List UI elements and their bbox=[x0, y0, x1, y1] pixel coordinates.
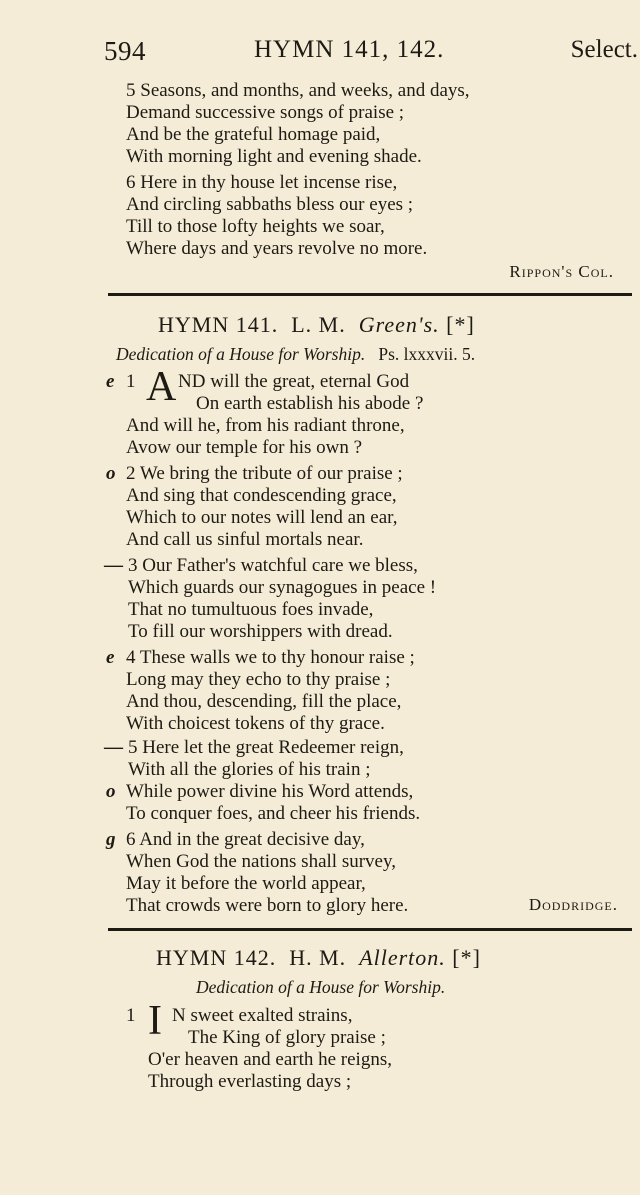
verse-line: Avow our temple for his own ? bbox=[126, 437, 363, 458]
verse-line: 3 Our Father's watchful care we bless, bbox=[128, 555, 418, 576]
drop-cap: A bbox=[146, 364, 177, 410]
verse-line: Long may they echo to thy praise ; bbox=[126, 669, 391, 690]
author-credit: Rippon's Col. bbox=[509, 262, 614, 281]
verse-line: And circling sabbaths bless our eyes ; bbox=[126, 194, 414, 215]
dynamic-mark: — bbox=[104, 737, 123, 758]
verse-line: 2 We bring the tribute of our praise ; bbox=[126, 463, 403, 484]
verse-line: To fill our worshippers with dread. bbox=[128, 621, 393, 642]
hymn-flag: [*] bbox=[446, 312, 475, 337]
verse-line: 5 Here let the great Redeemer reign, bbox=[128, 737, 404, 758]
hymn-title bbox=[156, 945, 481, 971]
verse-line: 6 Here in thy house let incense rise, bbox=[126, 172, 398, 193]
verse-line: And call us sinful mortals near. bbox=[126, 529, 364, 550]
verse-line: With all the glories of his train ; bbox=[128, 759, 371, 780]
verse-line: And thou, descending, fill the place, bbox=[126, 691, 402, 712]
stanza-number: 1 bbox=[126, 371, 136, 392]
verse-line: That no tumultuous foes invade, bbox=[128, 599, 374, 620]
running-title: HYMN 141, 142. bbox=[254, 36, 445, 63]
page-number: 594 bbox=[104, 36, 146, 66]
section-label: Select. bbox=[570, 36, 638, 63]
hymn-occasion bbox=[116, 344, 475, 365]
verse-line: When God the nations shall survey, bbox=[126, 851, 396, 872]
running-header bbox=[104, 36, 640, 66]
verse-line: N sweet exalted strains, bbox=[172, 1005, 353, 1026]
section-rule bbox=[108, 293, 632, 296]
dynamic-mark: o bbox=[106, 781, 116, 802]
occasion-text: Dedication of a House for Worship. bbox=[116, 344, 366, 364]
verse-line: And will he, from his radiant throne, bbox=[126, 415, 405, 436]
dynamic-mark: — bbox=[104, 555, 123, 576]
hymn-flag: [*] bbox=[452, 945, 481, 970]
hymn-title bbox=[158, 312, 475, 338]
hymn-metre: H. M. bbox=[289, 945, 347, 970]
verse-line: May it before the world appear, bbox=[126, 873, 366, 894]
verse-line: Which to our notes will lend an ear, bbox=[126, 507, 398, 528]
dynamic-mark: o bbox=[106, 463, 116, 484]
hymn-tune: Green's. bbox=[358, 312, 440, 337]
verse-line: Where days and years revolve no more. bbox=[126, 238, 428, 259]
verse-line: Till to those lofty heights we soar, bbox=[126, 216, 385, 237]
verse-line: That crowds were born to glory here. bbox=[126, 895, 409, 916]
hymn-occasion: Dedication of a House for Worship. bbox=[196, 977, 446, 997]
verse-line: 4 These walls we to thy honour raise ; bbox=[126, 647, 415, 668]
scripture-reference: Ps. lxxxvii. 5. bbox=[378, 344, 476, 364]
verse-line: And be the grateful homage paid, bbox=[126, 124, 381, 145]
verse-line: O'er heaven and earth he reigns, bbox=[148, 1049, 392, 1070]
hymn-number: HYMN 141. bbox=[158, 312, 279, 337]
hymn-number: HYMN 142. bbox=[156, 945, 277, 970]
dynamic-mark: e bbox=[106, 647, 115, 668]
drop-cap: I bbox=[148, 998, 162, 1044]
verse-line: And sing that condescending grace, bbox=[126, 485, 397, 506]
verse-line: Demand successive songs of praise ; bbox=[126, 102, 405, 123]
verse-line: 6 And in the great decisive day, bbox=[126, 829, 365, 850]
section-rule bbox=[108, 928, 632, 931]
hymn-tune: Allerton. bbox=[359, 945, 446, 970]
verse-line: Which guards our synagogues in peace ! bbox=[128, 577, 437, 598]
stanza-number: 1 bbox=[126, 1005, 136, 1026]
hymn-metre: L. M. bbox=[291, 312, 346, 337]
verse-line: On earth establish his abode ? bbox=[196, 393, 424, 414]
verse-line: The King of glory praise ; bbox=[188, 1027, 386, 1048]
author-credit: Doddridge. bbox=[528, 895, 618, 914]
verse-line: Through everlasting days ; bbox=[148, 1071, 352, 1092]
verse-line: ND will the great, eternal God bbox=[178, 371, 410, 392]
dynamic-mark: e bbox=[106, 371, 115, 392]
verse-line: With morning light and evening shade. bbox=[126, 146, 422, 167]
verse-line: With choicest tokens of thy grace. bbox=[126, 713, 385, 734]
verse-line: To conquer foes, and cheer his friends. bbox=[126, 803, 421, 824]
verse-line: While power divine his Word attends, bbox=[126, 781, 414, 802]
dynamic-mark: g bbox=[106, 829, 116, 850]
verse-line: 5 Seasons, and months, and weeks, and days, bbox=[126, 80, 470, 101]
